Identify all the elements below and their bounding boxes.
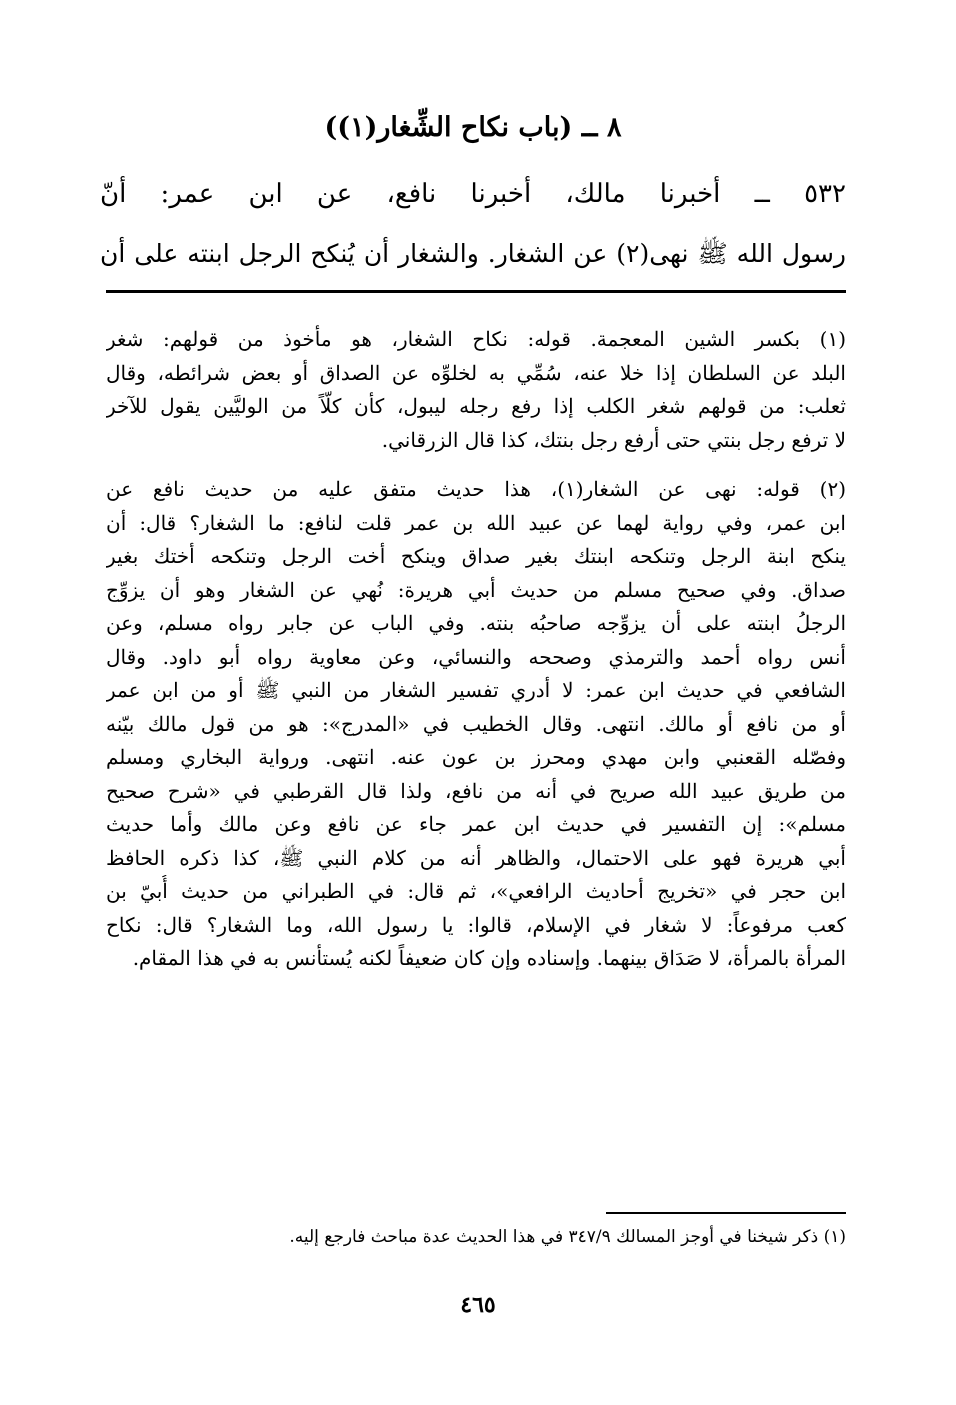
note-line: ينكح ابنة الرجل وتنكحه ابنتك بغير صداق وينكح أخت الرجل وتنكحه أختك بغير (106, 544, 846, 568)
note-line: الشافعي في حديث ابن عمر: لا أدري تفسير الشغار من النبي ﷺ أو من ابن عمر (106, 678, 846, 702)
note-line: البلد عن السلطان إذا خلا عنه، سُمِّي به لخلوِّه عن الصداق أو بعض شرائطه، وقال (106, 360, 846, 385)
note-line: أو من نافع أو مالك. انتهى. وقال الخطيب في «المدرج»: هو من قول مالك بيّنه (106, 711, 846, 736)
separator-rule (106, 290, 846, 293)
note-line: ابن حجر في «تخريج أحاديث الرافعي»، ثم قال: في الطبراني من حديث أُبيّ بن (106, 879, 846, 903)
chapter-heading: ٨ ــ (باب نكاح الشِّغار(١)) (324, 112, 622, 143)
note-line: مسلم»: إن التفسير في حديث ابن عمر جاء عن نافع وعن مالك وأما حديث (106, 812, 846, 836)
footnote: (١) ذكر شيخنا في أوجز المسالك ٣٤٧/٩ في هذا الحديث عدة مباحث فارجع إليه. (289, 1227, 846, 1247)
main-text (100, 164, 846, 284)
note-line: (١) بكسر الشين المعجمة. قوله: نكاح الشغار، هو مأخوذ من قولهم: شغر (106, 327, 846, 351)
note-2 (106, 473, 846, 976)
note-line: صداق. وفي صحيح مسلم من حديث أبي هريرة: نُهي عن الشغار وهو أن يزوِّج (106, 577, 846, 602)
note-line: ثعلب: من قولهم شغر الكلب إذا رفع رجله ليبول، كأن كلّاً من الوليَّين يقول للآخر (106, 394, 846, 418)
note-1 (106, 323, 846, 457)
main-text-line: ٥٣٢ ــ أخبرنا مالك، أخبرنا نافع، عن ابن عمر: أنّ (100, 179, 846, 209)
note-line: ابن عمر، وفي رواية لهما عن عبيد الله بن عمر قلت لنافع: ما الشغار؟ قال: أن (106, 510, 846, 535)
note-line: المرأة بالمرأة، لا صَدَاق بينهما. وإسناده وإن كان ضعيفاً لكنه يُستأنس به في هذا المقام. (132, 946, 846, 970)
note-line: الرجلُ ابنته على أن يزوِّجه صاحبُه بنته. وفي الباب عن جابر رواه مسلم، وعن (106, 611, 846, 635)
commentary-notes (106, 323, 846, 976)
note-line: أنس رواه أحمد والترمذي وصححه والنسائي، وعن معاوية رواه أبو داود. وقال (106, 644, 846, 669)
note-line: لا ترفع رجل بنتي حتى أرفع رجل بنتك، كذا قال الزرقاني. (381, 427, 846, 452)
note-gap (106, 457, 846, 473)
main-text-line: رسول الله ﷺ نهى(٢) عن الشغار. والشغار أن يُنكح الرجل ابنته على أن (100, 239, 846, 268)
footnote-rule (606, 1212, 846, 1214)
note-line: أبي هريرة فهو على الاحتمال، والظاهر أنه من كلام النبي ﷺ، كذا ذكره الحافظ (106, 845, 846, 870)
note-line: من طريق عبيد الله صريح في أنه من نافع، ولذا قال القرطبي في «شرح صحيح (106, 778, 846, 803)
note-line: (٢) قوله: نهى عن الشغار(١)، هذا حديث متفق عليه من حديث نافع عن (106, 477, 846, 501)
note-line: كعب مرفوعاً: لا شغار في الإسلام، قالوا: يا رسول الله، وما الشغار؟ قال: نكاح (106, 912, 846, 937)
page-number: ٤٦٥ (460, 1292, 496, 1318)
note-line: وفصّله القعنبي وابن مهدي ومحرز بن عون عنه. انتهى. ورواية البخاري ومسلم (106, 745, 846, 769)
